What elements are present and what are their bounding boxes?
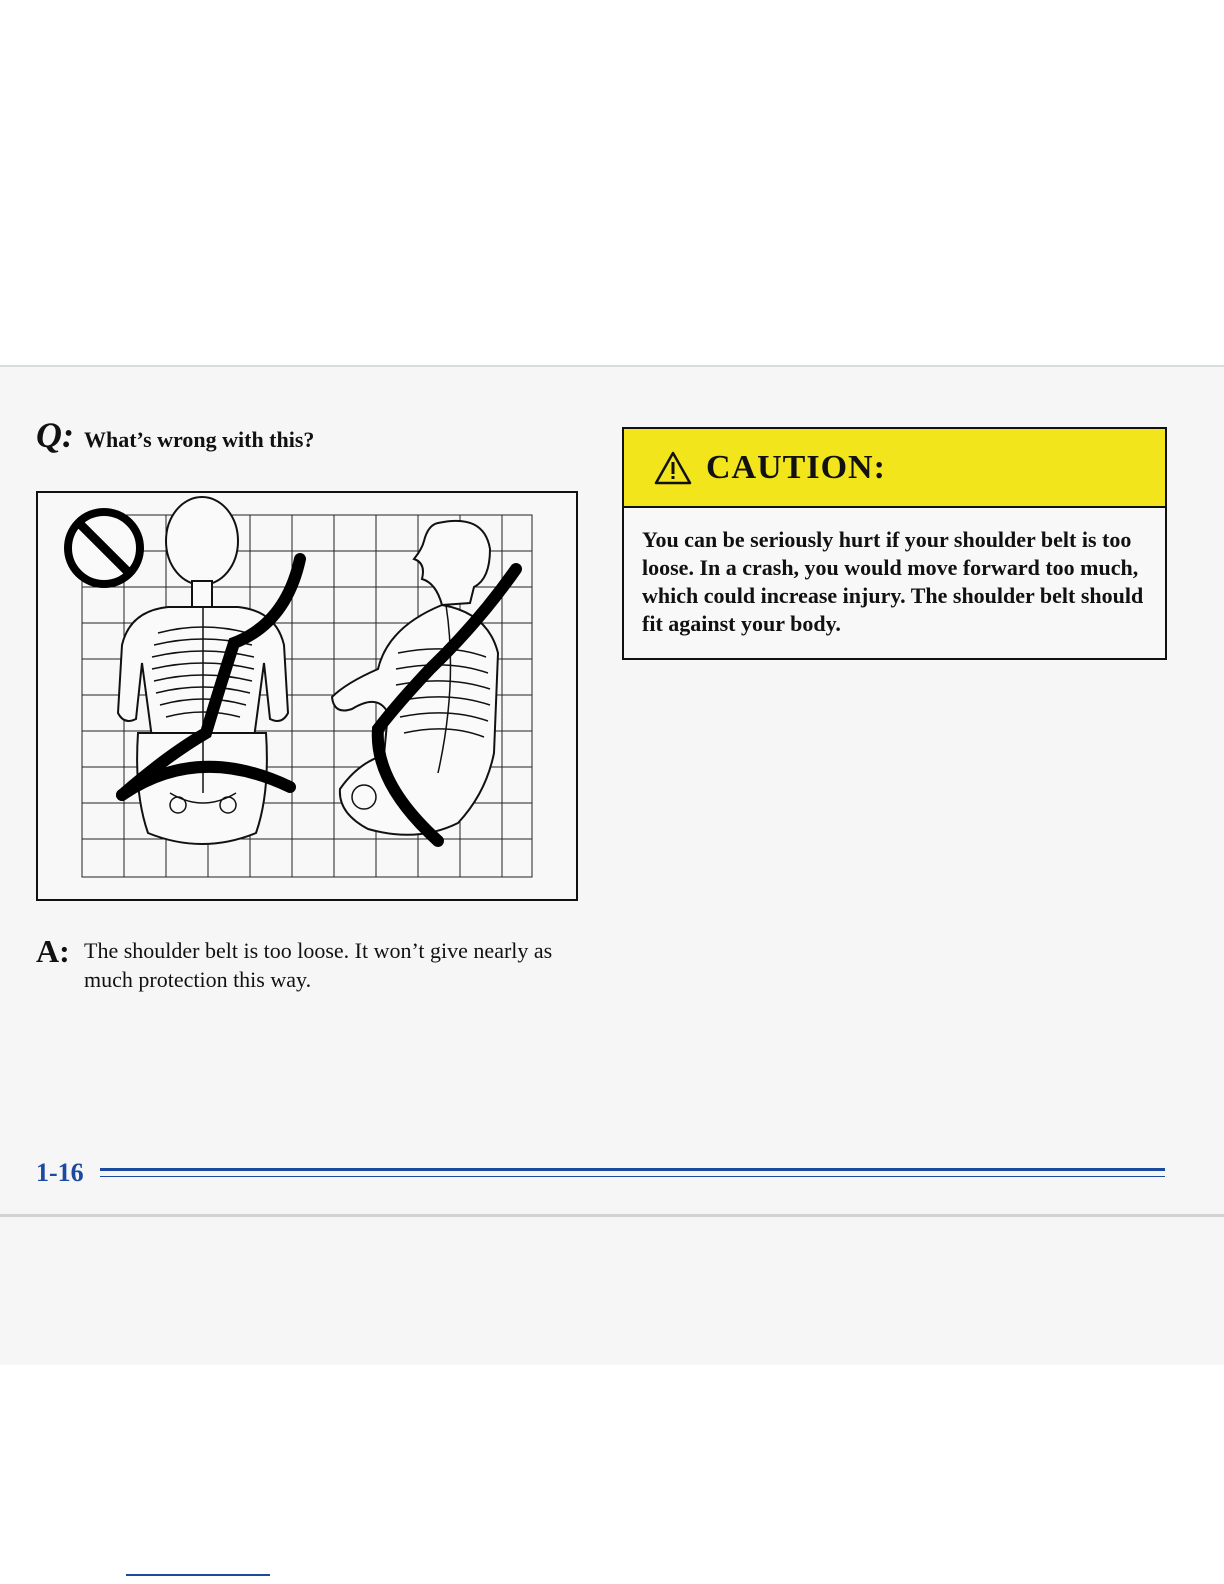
answer-label: A: [36, 933, 70, 969]
prohibited-icon [68, 512, 140, 584]
band-bottom-edge [0, 1214, 1224, 1217]
footer-rule [100, 1168, 1165, 1171]
question-block [36, 414, 314, 456]
caution-text: You can be seriously hurt if your shoulder belt is too loose. In a crash, you would move forward too much, which could increase injury. The shoulder belt should fit against your body. [642, 527, 1144, 636]
page-number: 1-16 [36, 1158, 84, 1187]
answer-text: The shoulder belt is too loose. It won’t give nearly as much protection this way. [84, 938, 553, 992]
answer-block [36, 933, 574, 994]
band-top-edge [0, 365, 1224, 367]
question-text: What’s wrong with this? [84, 427, 315, 452]
footer-rule-thin [100, 1176, 1165, 1177]
question-label: Q: [36, 415, 74, 455]
seatbelt-illustration [36, 491, 578, 901]
illustration-canvas [38, 493, 576, 899]
warning-triangle-icon [654, 451, 692, 485]
caution-title: CAUTION: [706, 448, 886, 486]
footer-mark [126, 1574, 270, 1576]
caution-box [622, 427, 1167, 660]
caution-header [624, 429, 1165, 508]
